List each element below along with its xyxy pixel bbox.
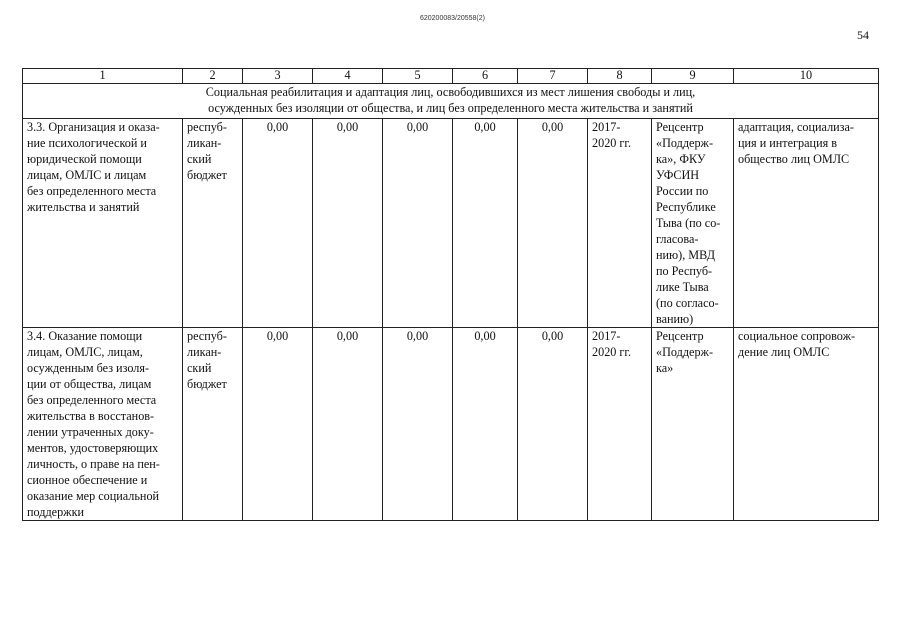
column-header: 7 bbox=[518, 69, 588, 84]
result-cell: социальное сопровож- дение лиц ОМЛС bbox=[734, 328, 879, 521]
activity-cell: 3.3. Организация и оказа- ние психологической и юридической помощи лицам, ОМЛС и лицам без определенного места жительства и занятий bbox=[23, 119, 183, 328]
column-header: 10 bbox=[734, 69, 879, 84]
funding-source-cell: респуб- ликан- ский бюджет bbox=[183, 328, 243, 521]
section-title: Социальная реабилитация и адаптация лиц, освободившихся из мест лишения свободы и лиц, осужденных без изоляции от общества, и лиц без определенного места жительства и занятий bbox=[23, 84, 879, 119]
amount-cell: 0,00 bbox=[383, 328, 453, 521]
table-row bbox=[23, 119, 879, 328]
amount-cell: 0,00 bbox=[243, 328, 313, 521]
funding-source-cell: респуб- ликан- ский бюджет bbox=[183, 119, 243, 328]
column-header: 9 bbox=[652, 69, 734, 84]
period-cell: 2017- 2020 гг. bbox=[588, 328, 652, 521]
program-table bbox=[22, 68, 879, 521]
period-cell: 2017- 2020 гг. bbox=[588, 119, 652, 328]
amount-cell: 0,00 bbox=[313, 328, 383, 521]
amount-cell: 0,00 bbox=[518, 119, 588, 328]
column-header: 6 bbox=[453, 69, 518, 84]
amount-cell: 0,00 bbox=[383, 119, 453, 328]
column-header: 8 bbox=[588, 69, 652, 84]
amount-cell: 0,00 bbox=[453, 328, 518, 521]
executor-cell: Рецсентр «Поддерж- ка» bbox=[652, 328, 734, 521]
amount-cell: 0,00 bbox=[243, 119, 313, 328]
column-header: 3 bbox=[243, 69, 313, 84]
column-number-row bbox=[23, 69, 879, 84]
table-row bbox=[23, 328, 879, 521]
activity-cell: 3.4. Оказание помощи лицам, ОМЛС, лицам, осужденным без изоля- ции от общества, лицам без определенного места жительства в восстанов- лении утраченных доку- ментов, удостоверяющих личность, о праве на пен- сионное обеспечение и оказание мер социальной поддержки bbox=[23, 328, 183, 521]
column-header: 4 bbox=[313, 69, 383, 84]
amount-cell: 0,00 bbox=[313, 119, 383, 328]
executor-cell: Рецсентр «Поддерж- ка», ФКУ УФСИН России по Республике Тыва (по со- гласова- нию), МВД по Респуб- лике Тыва (по согласо- ванию) bbox=[652, 119, 734, 328]
document-id: 620200083/20558(2) bbox=[419, 15, 485, 22]
page-number: 54 bbox=[857, 28, 869, 42]
section-row bbox=[23, 84, 879, 119]
amount-cell: 0,00 bbox=[518, 328, 588, 521]
column-header: 5 bbox=[383, 69, 453, 84]
amount-cell: 0,00 bbox=[453, 119, 518, 328]
result-cell: адаптация, социализа- ция и интеграция в общество лиц ОМЛС bbox=[734, 119, 879, 328]
column-header: 1 bbox=[23, 69, 183, 84]
column-header: 2 bbox=[183, 69, 243, 84]
